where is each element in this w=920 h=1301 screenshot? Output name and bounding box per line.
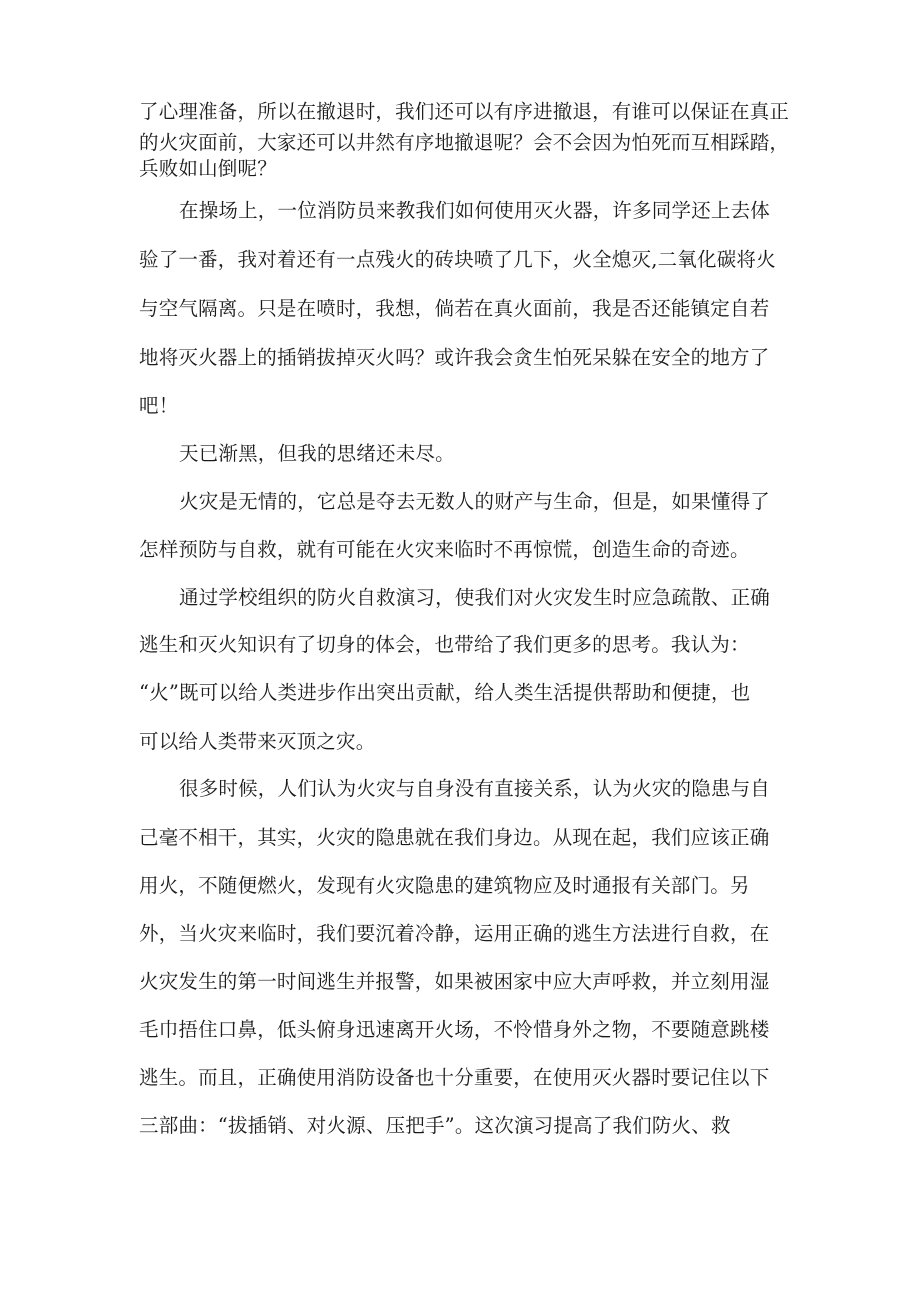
text-line: 火灾是无情的，它总是夺去无数人的财产与生命，但是，如果懂得了 [179, 490, 771, 513]
text-line: 毛巾捂住口鼻，低头俯身迅速离开火场，不怜惜身外之物，不要随意跳楼 [139, 1018, 770, 1041]
text-line: 与空气隔离。只是在喷时，我想，倘若在真火面前，我是否还能镇定自若 [139, 297, 770, 320]
text-line: 通过学校组织的防火自救演习，使我们对火灾发生时应急疏散、正确 [179, 586, 771, 609]
text-line: 吧！ [139, 394, 179, 417]
text-line: 地将灭火器上的插销拔掉灭火吗？或许我会贪生怕死呆躲在安全的地方了 [139, 346, 770, 369]
text-line: 的火灾面前，大家还可以井然有序地撤退呢？会不会因为怕死而互相踩踏， [139, 131, 790, 154]
text-line: 己毫不相干，其实，火灾的隐患就在我们身边。从现在起，我们应该正确 [139, 826, 770, 849]
text-line: 天已渐黑，但我的思绪还未尽。 [179, 442, 455, 465]
text-line: 逃生和灭火知识有了切身的体会，也带给了我们更多的思考。我认为： [139, 633, 750, 656]
text-line: 兵败如山倒呢？ [139, 157, 277, 180]
text-line: 外，当火灾来临时，我们要沉着冷静，运用正确的逃生方法进行自救，在 [139, 922, 770, 945]
text-line: 三部曲：“拔插销、对火源、压把手”。这次演习提高了我们防火、救 [139, 1114, 731, 1137]
text-line: 验了一番，我对着还有一点残火的砖块喷了几下，火全熄灭,二氧化碳将火 [139, 248, 776, 271]
text-line: 火灾发生的第一时间逃生并报警，如果被困家中应大声呼救，并立刻用湿 [139, 970, 770, 993]
text-line: 逃生。而且，正确使用消防设备也十分重要，在使用灭火器时要记住以下 [139, 1066, 770, 1089]
text-line: 怎样预防与自救，就有可能在火灾来临时不再惊慌，创造生命的奇迹。 [139, 538, 750, 561]
text-line: 很多时候，人们认为火灾与自身没有直接关系，认为火灾的隐患与自 [179, 777, 771, 800]
text-line: 用火，不随便燃火，发现有火灾隐患的建筑物应及时通报有关部门。另 [139, 874, 750, 897]
text-line: 可以给人类带来灭顶之灾。 [139, 730, 376, 753]
text-line: “火”既可以给人类进步作出突出贡献，给人类生活提供帮助和便捷，也 [139, 681, 751, 704]
text-line: 在操场上，一位消防员来教我们如何使用灭火器，许多同学还上去体 [179, 199, 771, 222]
text-line: 了心理准备，所以在撤退时，我们还可以有序进撤退，有谁可以保证在真正 [139, 100, 790, 123]
